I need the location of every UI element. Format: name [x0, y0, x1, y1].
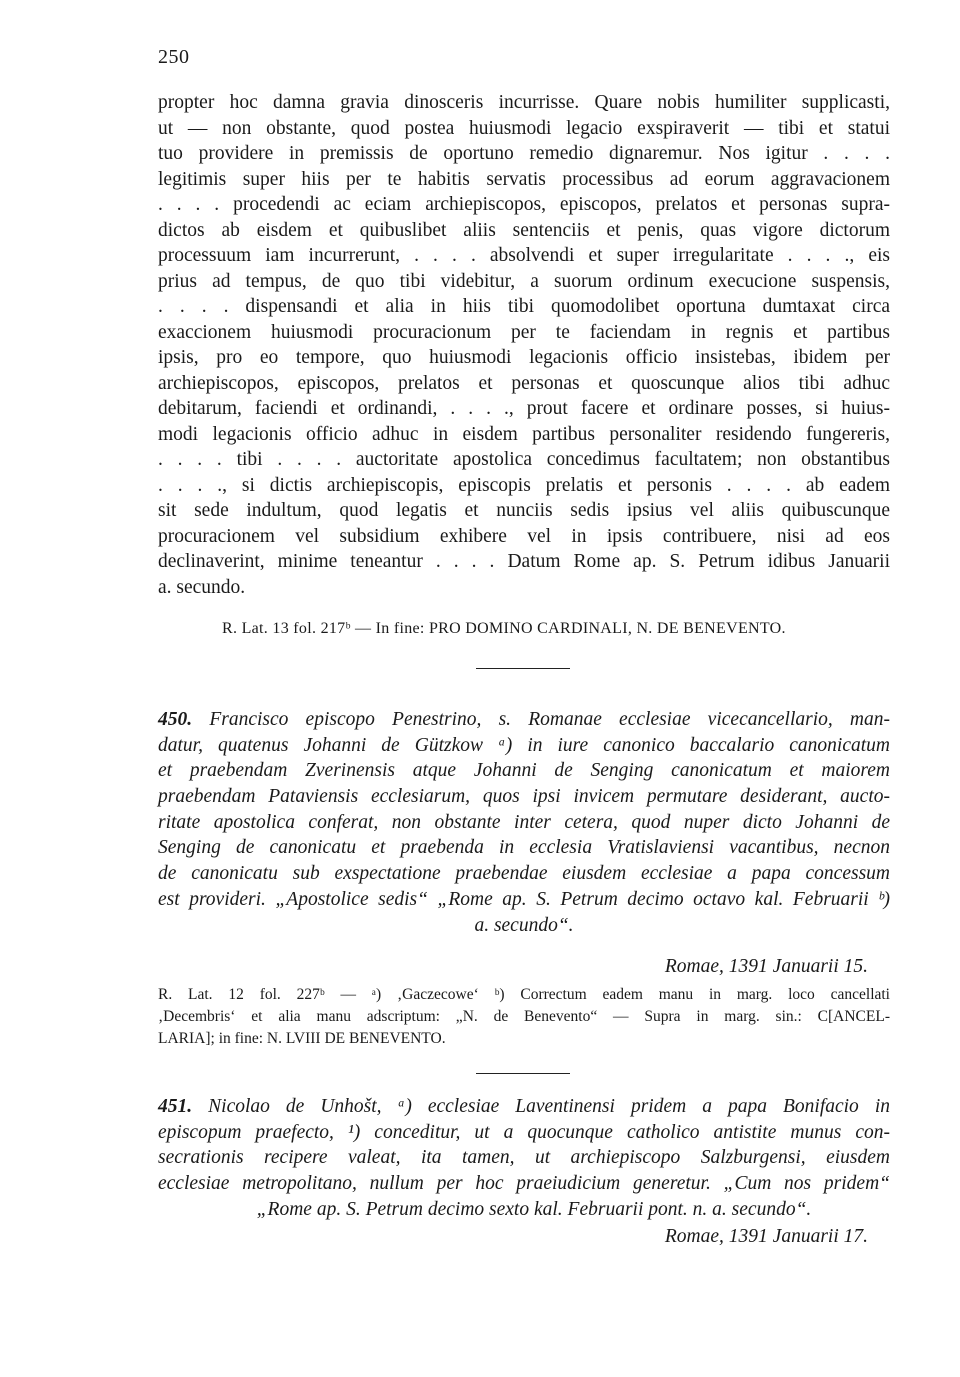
page-number: 250	[158, 46, 190, 68]
entry_450-line-text: Francisco episcopo Penestrino, s. Romanae ecclesiae vicecancellario, man-	[209, 709, 891, 730]
body-line: modi legacionis officio adhuc in eisdem partibus personaliter residendo fungereris,	[158, 423, 890, 445]
entry_450-line: est provideri. „Apostolice sedis“ „Rome ap. S. Petrum decimo octavo kal. Februarii ᵇ)	[158, 888, 890, 910]
entry_450-line: datur, quatenus Johanni de Gützkow ᵃ) in iure canonico baccalario canonicatum	[158, 734, 890, 756]
body-line: exaccionem huiusmodi procuracionum per te faciendam in regnis et partibus	[158, 321, 890, 343]
entry_451-line	[158, 1094, 890, 1120]
letter-body-text	[158, 90, 890, 600]
body-line: ipsis, pro eo tempore, quo huiusmodi legacionis officio insistebas, ibidem per	[158, 347, 890, 368]
entry-451-text	[158, 1094, 890, 1197]
entry-451	[158, 1094, 890, 1248]
body-line: legitimis super hiis per te habitis servatis processibus ad eorum aggravacionem	[158, 168, 890, 190]
footnote-line: R. Lat. 12 fol. 227ᵇ — ᵃ) ‚Gaczecowe‘ ᵇ) Correctum eadem manu in marg. loco cancellati	[158, 986, 890, 1003]
body-line: . . . . dispensandi et alia in hiis tibi quomodolibet oportuna dumtaxat circa	[158, 296, 890, 317]
body-line: a. secundo.	[158, 576, 246, 598]
entry_451-line: ecclesiae metropolitano, nullum per hoc praeiudicium generetur. „Cum nos pridem“	[158, 1173, 890, 1195]
section-divider	[476, 668, 570, 669]
source-reference: R. Lat. 13 fol. 217ᵇ — In fine: PRO DOMINO CARDINALI, N. DE BENEVENTO.	[222, 620, 786, 637]
body-line: sit sede indultum, quod legatis et nunciis sedis ipsius vel aliis quibuscunque	[158, 500, 890, 521]
body-line: prius ad tempus, de quo tibi videbitur, a suorum ordinum execucione suspensis,	[158, 270, 890, 292]
body-line: . . . . procedendi ac eciam archiepiscopos, episcopos, prelatos et personas supra-	[158, 194, 890, 215]
body-line: archiepiscopos, episcopos, prelatos et personas et quoscunque alios tibi adhuc	[158, 372, 890, 394]
body-line: . . . ., si dictis archiepiscopis, episcopis prelatis et personis . . . . ab eadem	[158, 474, 890, 496]
entry-450-text	[158, 707, 890, 913]
entry_450-line: et praebendam Zverinensis atque Johanni de Senging canonicatum et maiorem	[158, 760, 890, 782]
body-line: tuo providere in premissis de oportuno remedio dignaremur. Nos igitur . . . .	[158, 143, 890, 164]
body-line: declinaverint, minime teneantur . . . . Datum Rome ap. S. Petrum idibus Januarii	[158, 551, 890, 572]
entry_451-line: secrationis recipere valeat, ita tamen, ut archiepiscopo Salzburgensi, eiusdem	[158, 1147, 890, 1169]
entry-451-closing: „Rome ap. S. Petrum decimo sexto kal. Februarii pont. n. a. secundo“.	[256, 1198, 812, 1220]
body-line: ut — non obstante, quod postea huiusmodi legacio exspiraverit — tibi et statui	[158, 117, 890, 139]
entry_451-number: 451.	[158, 1096, 209, 1117]
entry_450-number: 450.	[158, 709, 210, 730]
footnote-line: ‚Decembris‘ et alia manu adscriptum: „N. de Benevento“ — Supra in marg. sin.: C[ANCEL-	[158, 1008, 890, 1025]
entry_450-line	[158, 707, 890, 733]
entry_451-line-text: Nicolao de Unhošt, ᵃ) ecclesiae Laventinensi pridem a papa Bonifacio in	[208, 1096, 890, 1117]
body-line: processuum iam incurrerunt, . . . . absolvendi et super irregularitate . . . ., eis	[158, 245, 890, 266]
body-line: dictos ab eisdem et quibuslibet aliis sentenciis et penis, quas vigore dictorum	[158, 219, 890, 241]
entry-450-closing: a. secundo“.	[474, 914, 574, 936]
entry-450	[158, 707, 890, 978]
entry_450-line: Senging de canonicatu et praebenda in ecclesia Vratislaviensi vacantibus, necnon	[158, 837, 890, 859]
entry-450-date: Romae, 1391 Januarii 15.	[664, 956, 868, 978]
body-line: propter hoc damna gravia dinosceris incurrisse. Quare nobis humiliter supplicasti,	[158, 92, 890, 113]
entry_451-line: episcopum praefecto, ¹) conceditur, ut a quocunque catholico antistite munus con-	[158, 1121, 890, 1143]
footnote-line: LARIA]; in fine: N. LVIII DE BENEVENTO.	[158, 1030, 446, 1047]
entry-450-notes	[158, 984, 890, 1050]
entry_450-line: praebendam Pataviensis ecclesiarum, quos ipsi invicem permutare desiderant, aucto-	[158, 786, 890, 808]
entry_450-line: ritate apostolica conferat, non obstante inter cetera, quod nuper dicto Johanni de	[158, 811, 890, 833]
entry-451-date: Romae, 1391 Januarii 17.	[664, 1226, 868, 1248]
entry_450-line: de canonicatu sub exspectatione praebendae eiusdem ecclesiae a papa concessum	[158, 863, 890, 885]
body-line: . . . . tibi . . . . auctoritate apostolica concedimus facultatem; non obstantibus	[158, 449, 890, 470]
section-divider-2	[476, 1073, 570, 1074]
body-line: debitarum, faciendi et ordinandi, . . . ., prout facere et ordinare posses, si huius-	[158, 398, 890, 419]
body-line: procuracionem vel subsidium exhibere vel in ipsis contribuere, nisi ad eos	[158, 525, 890, 547]
